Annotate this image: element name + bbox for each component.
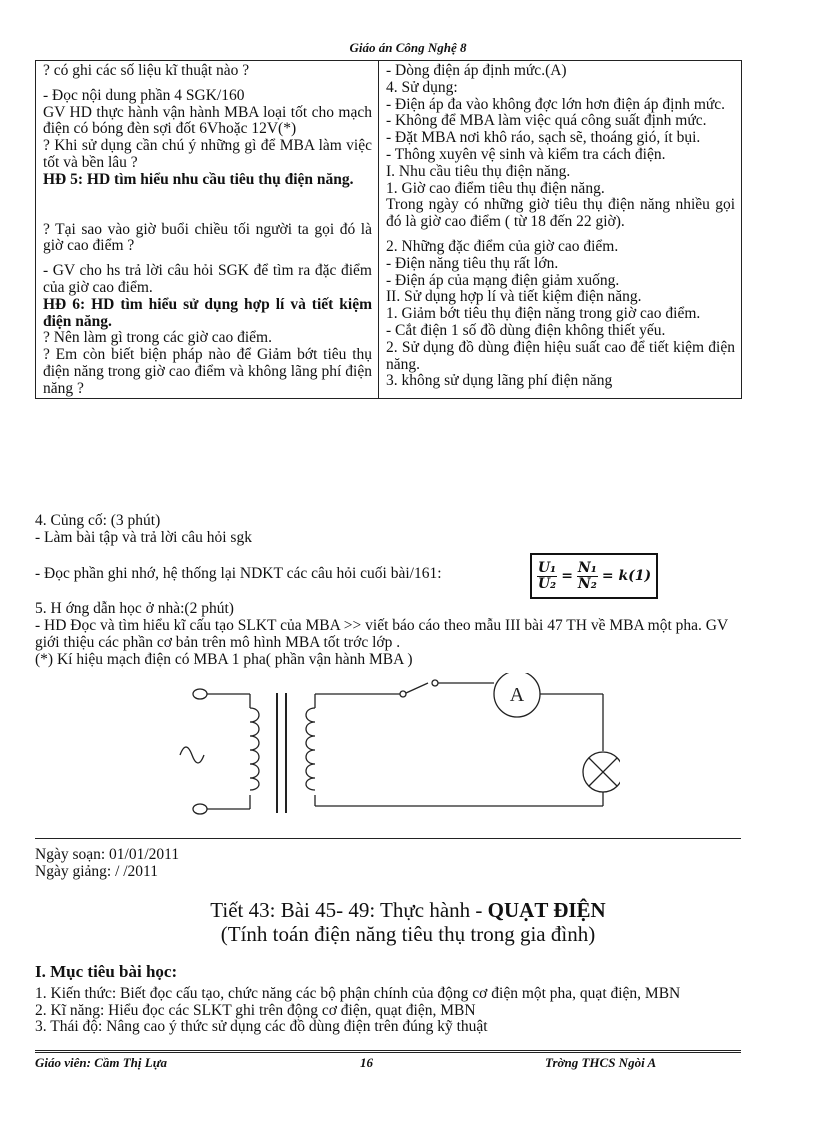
table-line: I. Nhu cầu tiêu thụ điện năng. bbox=[386, 162, 571, 180]
consolidation-section bbox=[35, 512, 745, 546]
table-line: 4. Sử dụng: bbox=[386, 78, 458, 96]
homework-section bbox=[35, 600, 745, 668]
lesson-title bbox=[0, 898, 816, 923]
table-line: II. Sử dụng hợp lí và tiết kiệm điện năng. bbox=[386, 288, 642, 306]
objectives-list bbox=[35, 986, 747, 1036]
ac-source-icon bbox=[180, 747, 204, 763]
objective-item: 3. Thái độ: Nâng cao ý thức sử dụng các đồ dùng điện trên đúng kỹ thuật bbox=[35, 1018, 488, 1035]
homework-line-1: - HD Đọc và tìm hiểu kĩ cấu tạo SLKT của MBA >> viết báo cáo theo mẫu III bài 47 TH về MBA một pha. GV giới thiệu các phần cơ bản trên mô hình MBA tốt trớc lớp . bbox=[35, 617, 728, 651]
lesson-title-prefix: Tiết 43: Bài 45- 49: Thực hành - bbox=[210, 898, 488, 922]
footer-teacher: Giáo viên: Cầm Thị Lựa bbox=[35, 1055, 168, 1070]
footer-rule bbox=[35, 1050, 741, 1053]
consolidation-title: 4. Củng cố: (3 phút) bbox=[35, 512, 161, 529]
secondary-winding bbox=[306, 708, 315, 790]
table-line: 2. Sử dụng đồ dùng điện hiệu suất cao để tiết kiệm điện năng. bbox=[386, 338, 735, 373]
lesson-subtitle: (Tính toán điện năng tiêu thụ trong gia đình) bbox=[220, 922, 596, 946]
transformer-circuit-diagram bbox=[160, 673, 620, 833]
formula-n1: N₁ bbox=[577, 559, 597, 576]
consolidation-line-1: - Làm bài tập và trả lời câu hỏi sgk bbox=[35, 529, 252, 546]
fraction-n bbox=[577, 561, 598, 592]
table-line: - Cắt điện 1 số đồ dùng điện không thiết yếu. bbox=[386, 321, 666, 339]
content-column bbox=[379, 61, 742, 399]
page-header: Giáo án Công Nghệ 8 bbox=[349, 40, 467, 55]
section-divider bbox=[35, 838, 741, 839]
table-line: ? Khi sử dụng cần chú ý những gì để MBA làm việc tốt và bền lâu ? bbox=[43, 137, 372, 171]
table-line: - Điện áp của mạng điện giảm xuống. bbox=[386, 271, 620, 289]
objectives-heading: I. Mục tiêu bài học: bbox=[35, 962, 178, 981]
table-line: ? Tại sao vào giờ buổi chiều tối người ta gọi đó là giờ cao điểm ? bbox=[43, 220, 372, 255]
fraction-u bbox=[537, 561, 557, 592]
footer-page-number: 16 bbox=[360, 1055, 373, 1070]
table-line: 3. không sử dụng lãng phí điện năng bbox=[386, 372, 613, 390]
formula-equals: = bbox=[561, 568, 573, 584]
formula-k: = k(1) bbox=[601, 568, 652, 584]
table-line: 2. Những đặc điểm của giờ cao điểm. bbox=[386, 237, 619, 255]
formula-u1: U₁ bbox=[537, 559, 557, 576]
table-line: Trong ngày có những giờ tiêu thụ điện năng nhiều gọi đó là giờ cao điểm ( từ 18 đến 22 giờ). bbox=[386, 196, 735, 231]
homework-title: 5. H ớng dẫn học ở nhà:(2 phút) bbox=[35, 600, 234, 617]
date-prepared: Ngày soạn: 01/01/2011 bbox=[35, 846, 180, 863]
primary-terminal-bottom bbox=[193, 804, 207, 814]
table-line: ? Nên làm gì trong các giờ cao điểm. bbox=[43, 329, 272, 347]
activity-heading: HĐ 5: HD tìm hiểu nhu cầu tiêu thụ điện năng. bbox=[43, 170, 354, 188]
activity-heading: HĐ 6: HD tìm hiểu sử dụng hợp lí và tiết kiệm điện năng. bbox=[43, 295, 372, 330]
ammeter-label: A bbox=[509, 684, 525, 706]
table-line: GV HD thực hành vận hành MBA loại tốt cho mạch điện có bóng đèn sợi đốt 6Vhoặc 12V(*) bbox=[43, 103, 372, 138]
lesson-table bbox=[35, 60, 742, 399]
table-line: - GV cho hs trả lời câu hỏi SGK để tìm ra đặc điểm của giờ cao điểm. bbox=[43, 262, 372, 296]
switch-contact-left bbox=[400, 691, 406, 697]
homework-line-2: (*) Kí hiệu mạch điện có MBA 1 pha( phần vận hành MBA ) bbox=[35, 651, 413, 668]
table-line: - Thông xuyên vệ sinh và kiểm tra cách điện. bbox=[386, 145, 666, 163]
primary-terminal-top bbox=[193, 689, 207, 699]
table-line: - Dòng điện áp định mức.(A) bbox=[386, 62, 567, 79]
table-line: - Không để MBA làm việc quá công suất định mức. bbox=[386, 112, 707, 130]
table-line: - Điện áp đa vào không đợc lớn hơn điện áp định mức. bbox=[386, 95, 726, 113]
switch-blade bbox=[406, 683, 428, 693]
lamp-icon bbox=[583, 752, 620, 792]
table-line: - Điện năng tiêu thụ rất lớn. bbox=[386, 254, 559, 272]
spacer bbox=[43, 189, 372, 222]
date-taught: Ngày giảng: / /2011 bbox=[35, 863, 158, 880]
objective-item: 1. Kiến thức: Biết đọc cấu tạo, chức năng các bộ phận chính của động cơ điện một pha, quạt điện, MBN bbox=[35, 985, 681, 1002]
primary-winding bbox=[250, 708, 259, 790]
objective-item: 2. Kĩ năng: Hiểu đọc các SLKT ghi trên động cơ điện, quạt điện, MBN bbox=[35, 1001, 476, 1019]
transformer-formula bbox=[530, 553, 658, 599]
teacher-activities-column bbox=[36, 61, 379, 399]
footer-school: Trờng THCS Ngòi A bbox=[545, 1055, 657, 1070]
table-line: 1. Giảm bớt tiêu thụ điện năng trong giờ cao điểm. bbox=[386, 305, 701, 323]
formula-u2: U₂ bbox=[537, 575, 557, 592]
table-line: - Đọc nội dung phần 4 SGK/160 bbox=[43, 86, 245, 104]
lesson-title-name: QUẠT ĐIỆN bbox=[487, 898, 606, 922]
table-line: ? Em còn biết biện pháp nào để Giảm bớt tiêu thụ điện năng trong giờ cao điểm và không lãng phí điện năng ? bbox=[43, 346, 372, 397]
date-info bbox=[35, 846, 179, 880]
table-line: - Đặt MBA nơi khô ráo, sạch sẽ, thoáng gió, ít bụi. bbox=[386, 129, 701, 147]
consolidation-line-2: - Đọc phần ghi nhớ, hệ thống lại NDKT các câu hỏi cuối bài/161: bbox=[35, 565, 442, 582]
formula-n2: N₂ bbox=[577, 575, 597, 592]
table-line: ? có ghi các số liệu kĩ thuật nào ? bbox=[43, 62, 250, 79]
switch-contact-right bbox=[432, 680, 438, 686]
table-line: 1. Giờ cao điểm tiêu thụ điện năng. bbox=[386, 179, 605, 197]
